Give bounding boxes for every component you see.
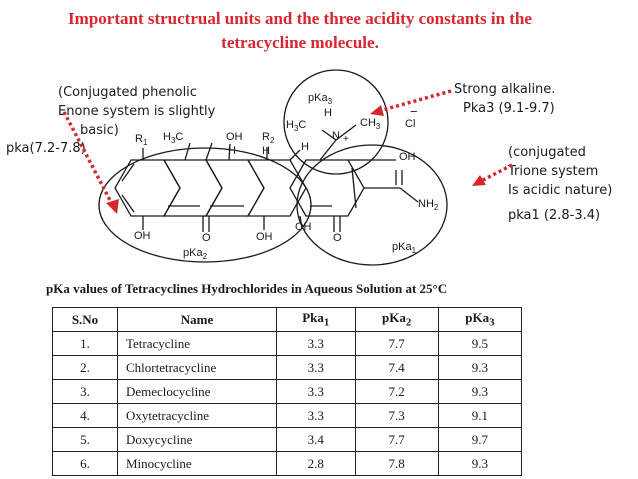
- phenolic-note-line-1: (Conjugated phenolic: [58, 85, 197, 100]
- minus-charge-label: −: [410, 104, 418, 119]
- h-a-label: H: [228, 145, 236, 157]
- cell-pka1: 3.3: [277, 356, 356, 380]
- trione-note-line-2: Trione system: [508, 164, 599, 179]
- phenolic-note-line-2: Enone system is slightly: [58, 104, 216, 119]
- cell-sno: 6.: [53, 452, 118, 476]
- cell-sno: 2.: [53, 356, 118, 380]
- cell-sno: 3.: [53, 380, 118, 404]
- alkaline-pka-range: Pka3 (9.1-9.7): [463, 101, 555, 116]
- oh-bottom-ring-label: OH: [295, 221, 312, 233]
- cell-pka3: 9.5: [438, 332, 521, 356]
- phenolic-pka-range: pka(7.2-7.8): [6, 141, 86, 156]
- alkaline-arrow-line: [379, 91, 451, 111]
- h3c-subscript: 3: [170, 136, 176, 146]
- cell-sno: 1.: [53, 332, 118, 356]
- cell-name: Chlortetracycline: [118, 356, 277, 380]
- header-pka3-text: pKa: [465, 310, 490, 326]
- cell-pka1: 3.3: [277, 380, 356, 404]
- nh2-text: NH: [418, 198, 434, 210]
- alkaline-arrow-head: [370, 105, 384, 116]
- table-row: [53, 404, 522, 428]
- cell-pka2: 7.2: [355, 380, 438, 404]
- n-h-label: H: [324, 107, 332, 119]
- cell-pka1: 2.8: [277, 452, 356, 476]
- cell-name: Minocycline: [118, 452, 277, 476]
- phenolic-note-line-3: basic): [80, 123, 119, 138]
- cell-pka2: 7.4: [355, 356, 438, 380]
- nme-left-c: C: [298, 119, 307, 131]
- cell-pka2: 7.3: [355, 404, 438, 428]
- table-caption: pKa values of Tetracyclines Hydrochlorides in Aqueous Solution at 25°C: [46, 281, 448, 296]
- cell-sno: 5.: [53, 428, 118, 452]
- nh2-subscript: 2: [433, 203, 439, 213]
- cell-pka2: 7.7: [355, 332, 438, 356]
- h3c-text: H: [163, 131, 171, 143]
- pka3-subscript: 3: [327, 97, 333, 107]
- r2-subscript: 2: [269, 136, 275, 146]
- cell-pka3: 9.3: [438, 356, 521, 380]
- cell-name: Tetracycline: [118, 332, 277, 356]
- r1-text: R: [135, 133, 143, 145]
- cell-name: Demeclocycline: [118, 380, 277, 404]
- n-charge-label: +: [343, 134, 349, 145]
- slide-title-line-1: Important structrual units and the three acidity constants in the: [68, 9, 532, 28]
- o-mid-label: O: [333, 232, 342, 244]
- cell-pka3: 9.7: [438, 428, 521, 452]
- cell-pka1: 3.3: [277, 332, 356, 356]
- header-pka2-subscript: 2: [405, 316, 412, 329]
- cell-pka1: 3.3: [277, 404, 356, 428]
- header-pka1-subscript: 1: [323, 316, 330, 329]
- pka2-subscript: 2: [202, 252, 208, 262]
- cell-name: Doxycycline: [118, 428, 277, 452]
- r1-subscript: 1: [142, 138, 148, 148]
- h-c-label: H: [301, 141, 309, 153]
- header-name: Name: [118, 308, 277, 332]
- cell-pka1: 3.4: [277, 428, 356, 452]
- table-row: [53, 452, 522, 476]
- n-label: N: [332, 130, 340, 142]
- header-pka2-text: pKa: [382, 310, 406, 326]
- table-row: [53, 332, 522, 356]
- nme-right-subscript: 3: [375, 122, 381, 132]
- header-pka3: [438, 308, 521, 332]
- table-header-row: [53, 308, 522, 332]
- oh-top-label: OH: [226, 131, 243, 143]
- header-pka3-subscript: 3: [489, 316, 495, 329]
- phenolic-arrow-line: [64, 112, 113, 206]
- o-left-label: O: [202, 232, 211, 244]
- header-pka1-text: Pka: [302, 310, 324, 326]
- pka1-subscript: 1: [411, 246, 417, 256]
- header-pka2: [355, 308, 438, 332]
- h3c-c: C: [175, 131, 184, 143]
- cell-pka3: 9.1: [438, 404, 521, 428]
- pka2-text: pKa: [183, 247, 203, 259]
- cell-name: Oxytetracycline: [118, 404, 277, 428]
- header-sno: S.No: [53, 308, 118, 332]
- alkaline-note-line-1: Strong alkaline.: [454, 82, 556, 97]
- oh-bottom-left-label: OH: [134, 230, 151, 242]
- cell-pka2: 7.8: [355, 452, 438, 476]
- pka-values-table: [52, 307, 522, 476]
- h-b-label: H: [262, 145, 270, 157]
- trione-note-line-3: Is acidic nature): [508, 183, 613, 198]
- cell-pka2: 7.7: [355, 428, 438, 452]
- pka1-text: pKa: [392, 241, 412, 253]
- trione-pka-range: pka1 (2.8-3.4): [508, 208, 601, 223]
- cell-sno: 4.: [53, 404, 118, 428]
- table-row: [53, 428, 522, 452]
- trione-arrow-line: [481, 165, 512, 181]
- trione-note-line-1: (conjugated: [508, 145, 586, 160]
- r2-text: R: [262, 131, 270, 143]
- chloride-label: Cl: [405, 118, 416, 130]
- pka3-text: pKa: [308, 92, 328, 104]
- phenolic-arrow-head: [106, 199, 119, 214]
- header-pka1: [277, 308, 356, 332]
- oh-right-label: OH: [399, 151, 416, 163]
- oh-bottom-mid-label: OH: [256, 231, 273, 243]
- cell-pka3: 9.3: [438, 452, 521, 476]
- nme-right-text: CH: [360, 117, 376, 129]
- slide-title-line-2: tetracycline molecule.: [221, 33, 379, 52]
- cell-pka3: 9.3: [438, 380, 521, 404]
- nme-left-text: H: [286, 119, 294, 131]
- table-row: [53, 380, 522, 404]
- table-row: [53, 356, 522, 380]
- nme-left-subscript: 3: [293, 124, 299, 134]
